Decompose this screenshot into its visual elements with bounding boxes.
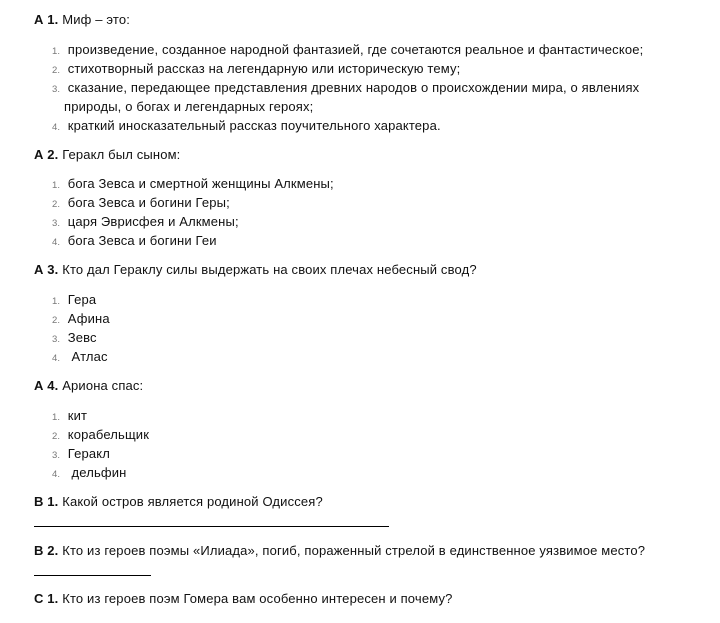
answer-line[interactable] [34, 575, 151, 576]
option-item [52, 195, 230, 210]
list-marker: 2. [52, 431, 61, 442]
question-text: Кто из героев поэмы «Илиада», погиб, пораженный стрелой в единственное уязвимое место? [62, 543, 646, 558]
option-item [52, 61, 460, 76]
option-text: Афина [67, 311, 110, 326]
option-item [52, 408, 87, 423]
list-marker: 3. [52, 334, 61, 345]
question-number: А 3. [34, 262, 59, 277]
option-text: бога Зевса и смертной женщины Алкмены; [67, 176, 334, 191]
option-text: Атлас [67, 349, 108, 364]
answer-line[interactable] [34, 526, 389, 527]
option-text-continuation: природы, о богах и легендарных героях; [64, 99, 314, 114]
option-text: Геракл [67, 446, 110, 461]
list-marker: 2. [52, 199, 61, 210]
option-item [52, 118, 441, 133]
option-text: краткий иносказательный рассказ поучительного характера. [67, 118, 441, 133]
option-text: Гера [67, 292, 97, 307]
question-number: А 1. [34, 12, 59, 27]
question-text: Кто из героев поэм Гомера вам особенно интересен и почему? [62, 591, 453, 606]
question-b2 [34, 543, 645, 558]
option-item [52, 446, 110, 461]
option-item [52, 330, 97, 345]
question-a3 [34, 262, 477, 277]
question-c1 [34, 591, 452, 606]
question-text: Кто дал Гераклу силы выдержать на своих плечах небесный свод? [62, 262, 477, 277]
option-item [52, 214, 239, 229]
option-text: сказание, передающее представления древних народов о происхождении мира, о явлениях [67, 80, 640, 95]
list-marker: 4. [52, 353, 61, 364]
question-text: Какой остров является родиной Одиссея? [62, 494, 323, 509]
option-item [52, 233, 217, 248]
question-text: Миф – это: [62, 12, 130, 27]
question-a2 [34, 147, 180, 162]
option-text: кит [67, 408, 88, 423]
list-marker: 4. [52, 469, 61, 480]
option-item [52, 42, 643, 57]
option-text: Зевс [67, 330, 97, 345]
list-marker: 2. [52, 65, 61, 76]
option-text: корабельщик [67, 427, 150, 442]
question-number: С 1. [34, 591, 59, 606]
option-item [52, 465, 126, 480]
question-b1 [34, 494, 323, 509]
question-text: Геракл был сыном: [62, 147, 181, 162]
option-item [52, 427, 149, 442]
option-item [52, 311, 110, 326]
question-number: А 2. [34, 147, 59, 162]
option-text: стихотворный рассказ на легендарную или историческую тему; [67, 61, 461, 76]
option-item [52, 80, 639, 95]
option-text: бога Зевса и богини Геи [67, 233, 217, 248]
option-text: произведение, созданное народной фантазией, где сочетаются реальное и фантастическое; [67, 42, 644, 57]
question-text: Ариона спас: [62, 378, 144, 393]
question-number: В 2. [34, 543, 59, 558]
list-marker: 1. [52, 412, 61, 423]
option-text: дельфин [67, 465, 127, 480]
list-marker: 2. [52, 315, 61, 326]
list-marker: 3. [52, 84, 61, 95]
list-marker: 4. [52, 237, 61, 248]
option-item [52, 292, 96, 307]
question-number: А 4. [34, 378, 59, 393]
list-marker: 4. [52, 122, 61, 133]
option-item [52, 349, 108, 364]
question-a4 [34, 378, 143, 393]
list-marker: 1. [52, 180, 61, 191]
option-text: бога Зевса и богини Геры; [67, 195, 230, 210]
option-item [52, 176, 334, 191]
question-a1 [34, 12, 130, 27]
list-marker: 1. [52, 46, 61, 57]
option-text: царя Эврисфея и Алкмены; [67, 214, 239, 229]
list-marker: 3. [52, 218, 61, 229]
list-marker: 1. [52, 296, 61, 307]
list-marker: 3. [52, 450, 61, 461]
question-number: В 1. [34, 494, 59, 509]
